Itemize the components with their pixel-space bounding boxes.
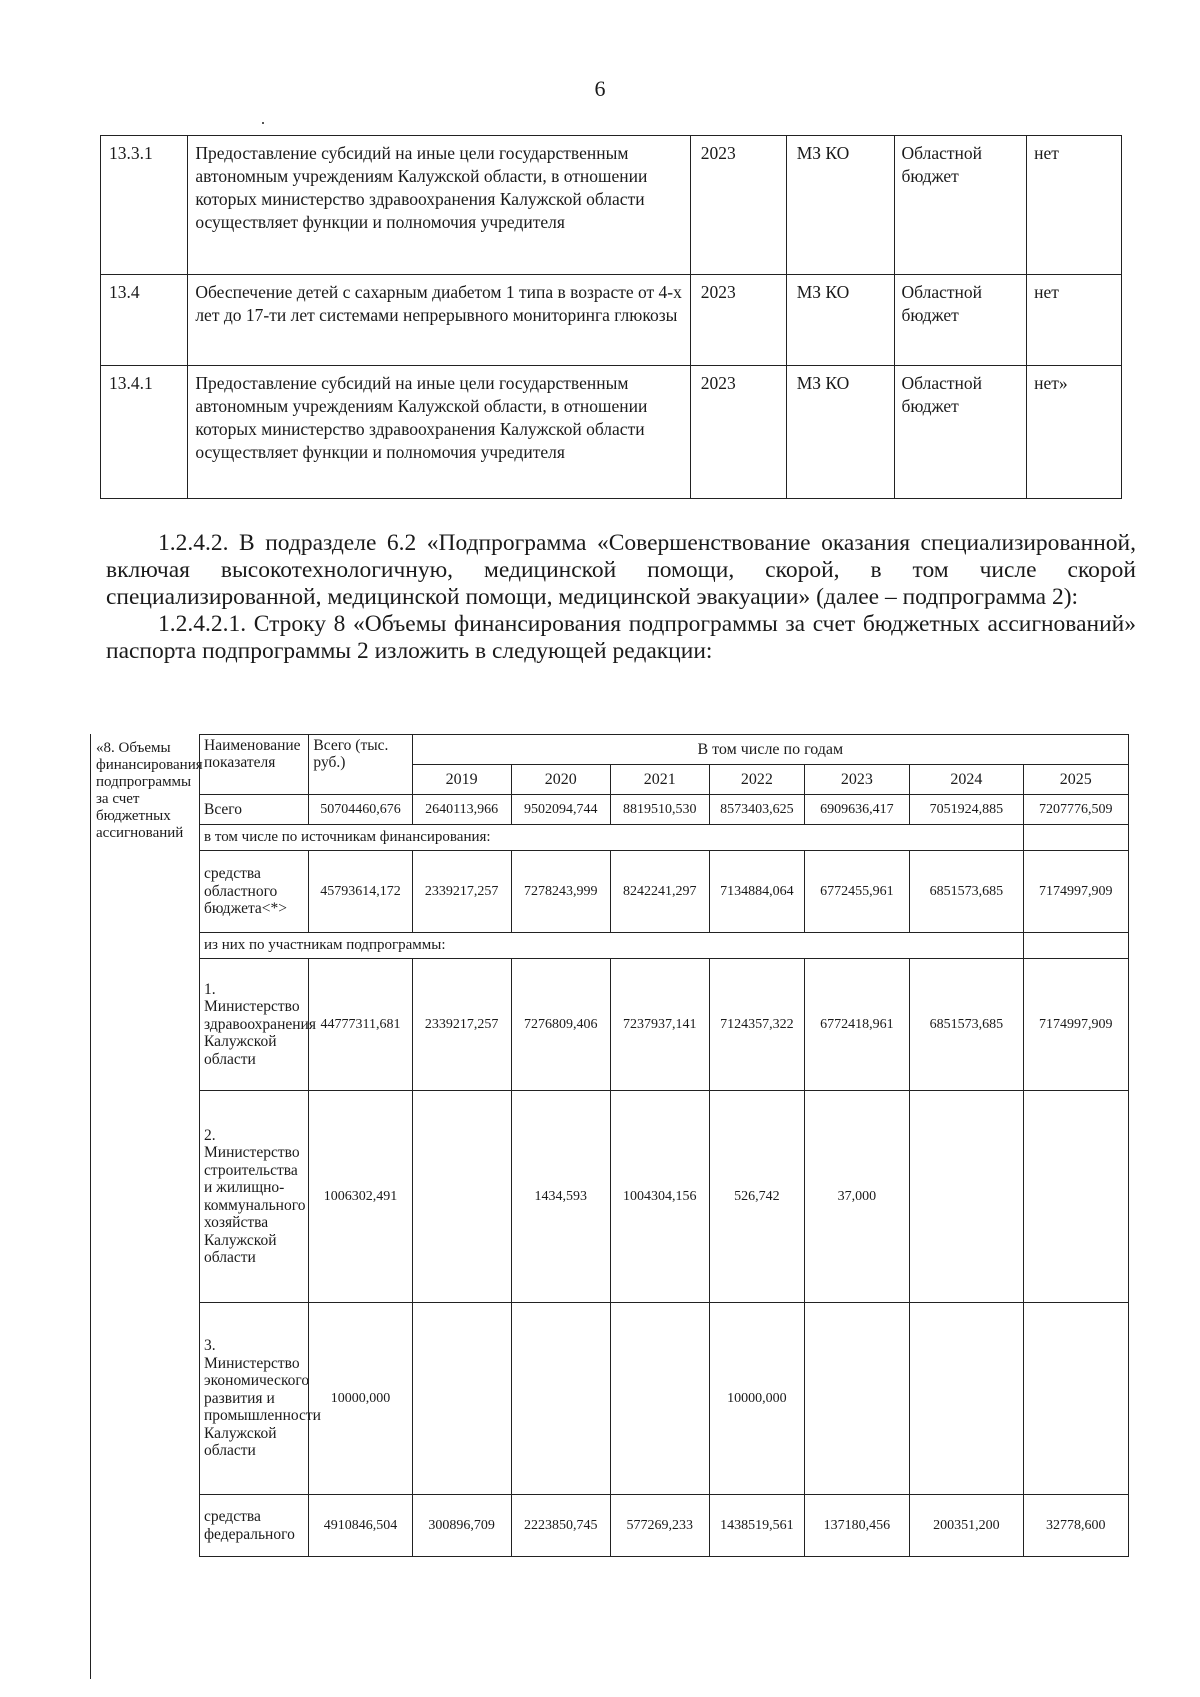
row-name: средства областного бюджета<*> [200, 851, 309, 933]
year-header: 2022 [709, 765, 804, 795]
left-border [90, 734, 91, 1679]
row-name: Всего [200, 795, 309, 825]
finance-row-label: «8. Объемы финансирования подпрограммы за счет бюджетных ассигнований [96, 740, 203, 841]
row-value [910, 1303, 1024, 1495]
paragraph-subsection: 1.2.4.2. В подразделе 6.2 «Подпрограмма «Совершенствование оказания специализированной, включая высокотехнологичную, медицинской помощи, скорой, в том числе скорой специализированной, медицинской помощи, медицинской эвакуации» (далее – подпрограмма 2): [106, 530, 1136, 610]
row-source: Областной бюджет [894, 366, 1027, 499]
row-value: 8819510,530 [610, 795, 709, 825]
finance-row-span [200, 933, 1129, 959]
finance-row-federal [200, 1495, 1129, 1557]
row-name: 2. Министерство строительства и жилищно-коммунального хозяйства Калужской области [200, 1091, 309, 1303]
row-note: нет [1027, 275, 1122, 366]
row-value: 577269,233 [610, 1495, 709, 1557]
page-number: 6 [594, 76, 606, 101]
table-row [101, 275, 1122, 366]
row-value: 2339217,257 [412, 851, 511, 933]
row-value: 7237937,141 [610, 959, 709, 1091]
row-value: 2223850,745 [511, 1495, 610, 1557]
row-value [412, 1091, 511, 1303]
row-value: 32778,600 [1023, 1495, 1128, 1557]
table-row [101, 136, 1122, 275]
row-value: 6851573,685 [910, 851, 1024, 933]
year-header: 2019 [412, 765, 511, 795]
empty-cell [1023, 933, 1128, 959]
row-value: 1434,593 [511, 1091, 610, 1303]
finance-row-ministry-construction [200, 1091, 1129, 1303]
row-note: нет» [1027, 366, 1122, 499]
row-value: 7207776,509 [1023, 795, 1128, 825]
row-value [1023, 1303, 1128, 1495]
row-description: Обеспечение детей с сахарным диабетом 1 типа в возрасте от 4-х лет до 17-ти лет системами непрерывного мониторинга глюкозы [188, 275, 690, 366]
row-total: 1006302,491 [309, 1091, 412, 1303]
row-value [412, 1303, 511, 1495]
row-value: 2339217,257 [412, 959, 511, 1091]
row-value: 6772418,961 [804, 959, 909, 1091]
row-total: 45793614,172 [309, 851, 412, 933]
row-value [804, 1303, 909, 1495]
sources-heading: в том числе по источникам финансирования: [200, 825, 1024, 851]
row-year: 2023 [690, 136, 786, 275]
finance-row-regional [200, 851, 1129, 933]
row-source: Областной бюджет [894, 136, 1027, 275]
row-name: 1. Министерство здравоохранения Калужской области [200, 959, 309, 1091]
row-value: 1438519,561 [709, 1495, 804, 1557]
table-row [101, 366, 1122, 499]
row-total: 44777311,681 [309, 959, 412, 1091]
row-executor: МЗ КО [786, 366, 894, 499]
row-number: 13.3.1 [101, 136, 188, 275]
header-row [200, 735, 1129, 765]
paragraph-line-8: 1.2.4.2.1. Строку 8 «Объемы финансирования подпрограммы за счет бюджетных ассигнований» паспорта подпрограммы 2 изложить в следующей редакции: [106, 611, 1136, 664]
row-executor: МЗ КО [786, 136, 894, 275]
row-value: 137180,456 [804, 1495, 909, 1557]
scan-mark [262, 122, 264, 124]
row-source: Областной бюджет [894, 275, 1027, 366]
measures-table [100, 135, 1122, 499]
row-value: 7124357,322 [709, 959, 804, 1091]
year-header: 2023 [804, 765, 909, 795]
row-value: 10000,000 [709, 1303, 804, 1495]
finance-row-span [200, 825, 1129, 851]
row-year: 2023 [690, 366, 786, 499]
finance-row-ministry-economy [200, 1303, 1129, 1495]
row-number: 13.4 [101, 275, 188, 366]
year-header: 2024 [910, 765, 1024, 795]
header-years-group: В том числе по годам [412, 735, 1128, 765]
row-value: 7276809,406 [511, 959, 610, 1091]
row-description: Предоставление субсидий на иные цели государственным автономным учреждениям Калужской области, в отношении которых министерство здравоохранения Калужской области осуществляет функции и полномочия учредителя [188, 136, 690, 275]
row-executor: МЗ КО [786, 275, 894, 366]
row-value: 300896,709 [412, 1495, 511, 1557]
header-total: Всего (тыс. руб.) [309, 735, 412, 795]
year-header: 2025 [1023, 765, 1128, 795]
row-value [910, 1091, 1024, 1303]
row-note: нет [1027, 136, 1122, 275]
row-value: 8242241,297 [610, 851, 709, 933]
row-year: 2023 [690, 275, 786, 366]
row-value: 6851573,685 [910, 959, 1024, 1091]
empty-cell [1023, 825, 1128, 851]
row-total: 10000,000 [309, 1303, 412, 1495]
row-value: 6772455,961 [804, 851, 909, 933]
row-value: 37,000 [804, 1091, 909, 1303]
row-value: 7174997,909 [1023, 851, 1128, 933]
row-value: 8573403,625 [709, 795, 804, 825]
row-value: 526,742 [709, 1091, 804, 1303]
row-value: 7174997,909 [1023, 959, 1128, 1091]
row-value: 6909636,417 [804, 795, 909, 825]
row-value: 7134884,064 [709, 851, 804, 933]
finance-row-total [200, 795, 1129, 825]
finance-row-ministry-health [200, 959, 1129, 1091]
row-total: 50704460,676 [309, 795, 412, 825]
header-name: Наименование показателя [200, 735, 309, 795]
row-value: 9502094,744 [511, 795, 610, 825]
finance-table [199, 734, 1129, 1557]
row-name: средства федерального [200, 1495, 309, 1557]
row-number: 13.4.1 [101, 366, 188, 499]
row-value: 200351,200 [910, 1495, 1024, 1557]
row-value: 2640113,966 [412, 795, 511, 825]
participants-heading: из них по участникам подпрограммы: [200, 933, 1024, 959]
year-header: 2021 [610, 765, 709, 795]
row-value [610, 1303, 709, 1495]
amendment-text [106, 530, 1136, 665]
row-name: 3. Министерство экономического развития и промышленности Калужской области [200, 1303, 309, 1495]
row-value: 7051924,885 [910, 795, 1024, 825]
finance-section [90, 734, 1130, 1674]
row-value: 7278243,999 [511, 851, 610, 933]
row-value: 1004304,156 [610, 1091, 709, 1303]
year-header: 2020 [511, 765, 610, 795]
row-description: Предоставление субсидий на иные цели государственным автономным учреждениям Калужской области, в отношении которых министерство здравоохранения Калужской области осуществляет функции и полномочия учредителя [188, 366, 690, 499]
row-value [1023, 1091, 1128, 1303]
row-value [511, 1303, 610, 1495]
row-total: 4910846,504 [309, 1495, 412, 1557]
